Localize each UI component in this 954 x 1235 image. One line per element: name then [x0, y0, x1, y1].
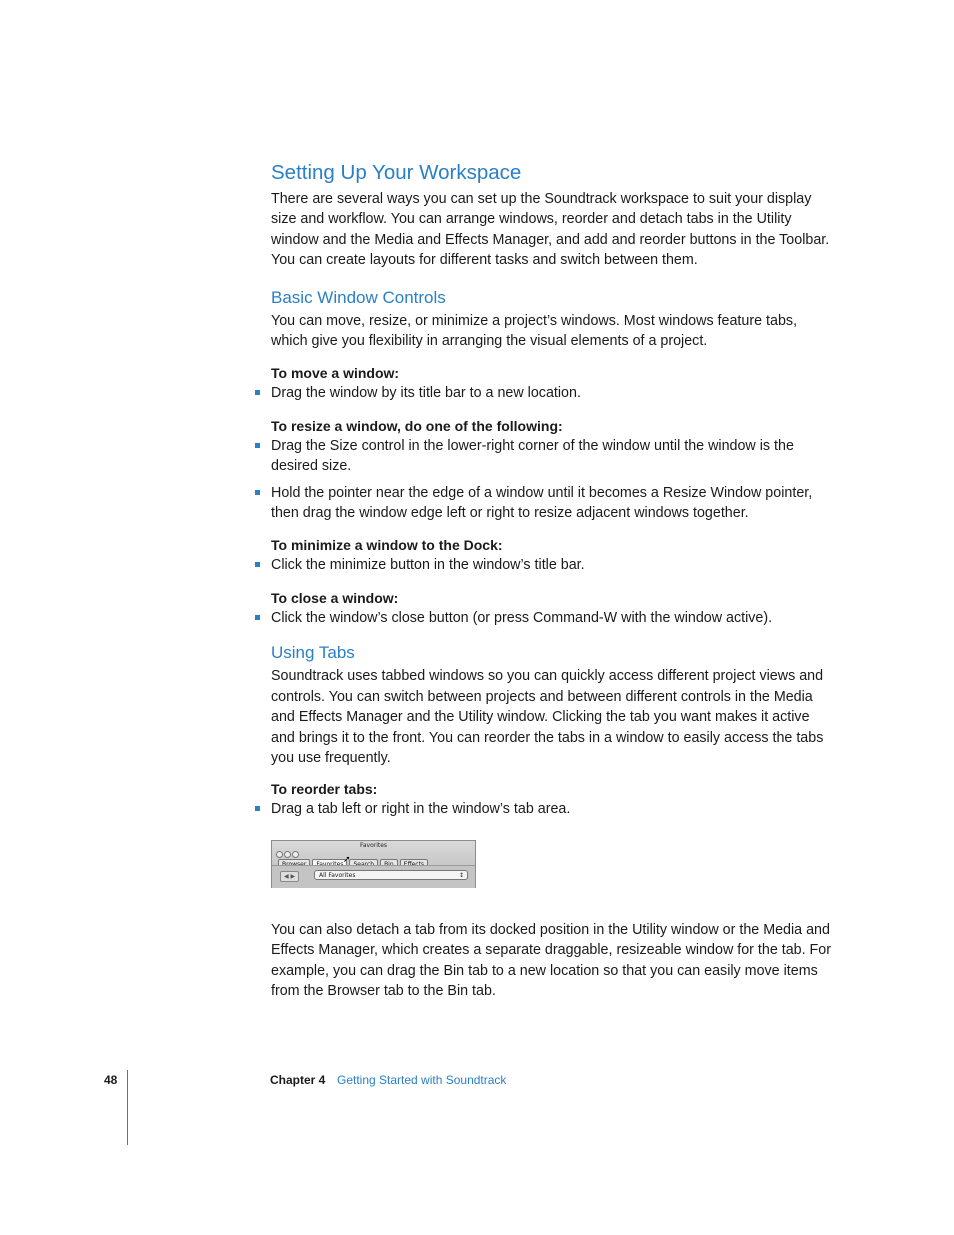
- close-window-lead: To close a window:: [271, 589, 399, 606]
- list-item: Drag a tab left or right in the window’s tab area.: [271, 799, 831, 819]
- back-forward-arrows-icon: ◀ ▶: [280, 871, 299, 882]
- chapter-label: Chapter 4: [270, 1073, 326, 1087]
- minimize-window-lead: To minimize a window to the Dock:: [271, 537, 503, 554]
- favorites-window-screenshot: [271, 840, 476, 888]
- section-heading-using-tabs: Using Tabs: [271, 643, 355, 663]
- intro-paragraph: There are several ways you can set up the Soundtrack workspace to suit your display size and workflow. You can arrange windows, reorder and detach tabs in the Utility window and the Media and Effects Manager, and add and reorder buttons in the Toolbar. You can create layouts for different tasks and switch between them.: [271, 191, 830, 269]
- window-title: Favorites: [359, 842, 388, 849]
- bullet-square-icon: [255, 806, 260, 811]
- chapter-title: Getting Started with Soundtrack: [337, 1073, 507, 1087]
- bullet-square-icon: [255, 615, 260, 620]
- bullet-square-icon: [255, 490, 260, 495]
- list-item: Hold the pointer near the edge of a window until it becomes a Resize Window pointer, then drag the window edge left or right to resize adjacent windows together.: [271, 483, 831, 524]
- list-item: Click the window’s close button (or press Command-W with the window active).: [271, 608, 831, 628]
- pointer-cursor-icon: ➚: [343, 855, 351, 865]
- reorder-tabs-lead: To reorder tabs:: [271, 781, 378, 798]
- footer-rule: [127, 1070, 128, 1145]
- move-window-lead: To move a window:: [271, 365, 400, 382]
- basic-controls-paragraph: You can move, resize, or minimize a project’s windows. Most windows feature tabs, which give you flexibility in arranging the visual elements of a project.: [271, 312, 798, 350]
- window-toolbar: [272, 865, 475, 888]
- favorites-dropdown: All Favorites ↕: [314, 870, 468, 880]
- bullet-square-icon: [255, 390, 260, 395]
- page-title: Setting Up Your Workspace: [271, 161, 522, 184]
- resize-window-lead: To resize a window, do one of the following:: [271, 417, 563, 434]
- updown-arrows-icon: ↕: [458, 872, 464, 879]
- list-item: Click the minimize button in the window’s title bar.: [271, 555, 831, 575]
- section-heading-basic-window-controls: Basic Window Controls: [271, 287, 446, 307]
- bullet-square-icon: [255, 443, 260, 448]
- page-number: 48: [104, 1073, 118, 1087]
- bullet-square-icon: [255, 562, 260, 567]
- list-item: Drag the window by its title bar to a new location.: [271, 383, 831, 403]
- list-item: Drag the Size control in the lower-right corner of the window until the window is the desired size.: [271, 436, 831, 477]
- detach-tabs-paragraph: You can also detach a tab from its docked position in the Utility window or the Media and Effects Manager, which creates a separate draggable, resizeable window for the tab. For example, you can drag the Bin tab to a new location so that you can easily move items from the Browser tab to the Bin tab.: [271, 921, 832, 999]
- using-tabs-paragraph: Soundtrack uses tabbed windows so you can quickly access different project views and controls. You can switch between projects and between different controls in the Media and Effects Manager and the Utility window. Clicking the tab you want makes it active and brings it to the front. You can reorder the tabs in a window to easily access the tabs you use frequently.: [271, 668, 824, 766]
